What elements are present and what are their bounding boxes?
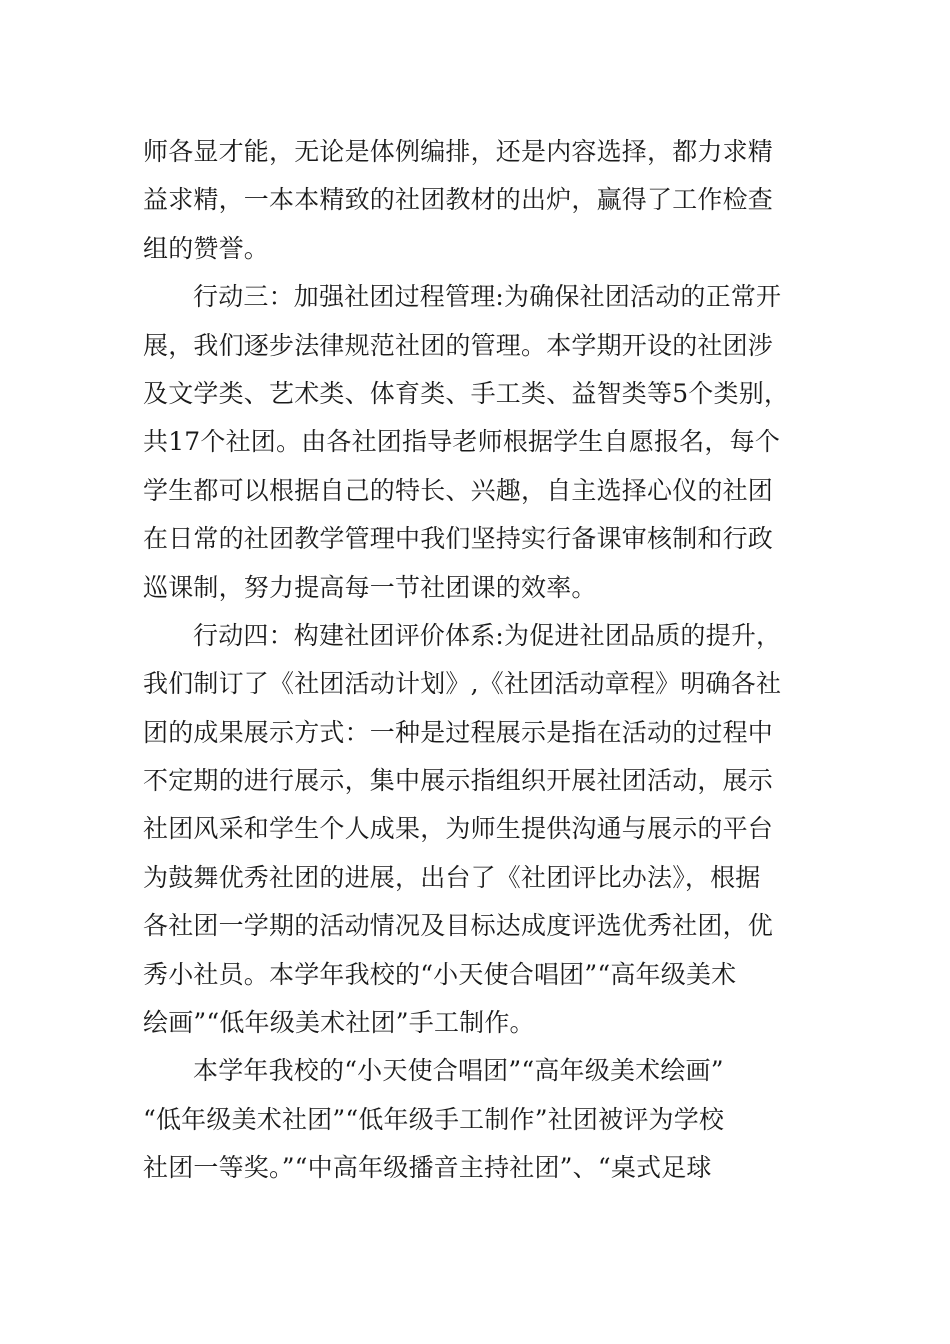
text-line-1: 师各显才能，无论是体例编排，还是内容选择，都力求精	[143, 137, 774, 166]
text-line-2: 益求精，一本本精致的社团教材的出炉，赢得了工作检查	[143, 185, 774, 215]
text-line-16: 为鼓舞优秀社团的进展，出台了《社团评比办法》，根据	[143, 862, 761, 892]
body-text	[143, 128, 808, 1193]
text-line-21: “低年级美术社团”“低年级手工制作”社团被评为学校	[143, 1104, 725, 1134]
text-line-9: 在日常的社团教学管理中我们坚持实行备课审核制和行政	[143, 524, 774, 554]
text-line-5: 展，我们逐步法律规范社团的管理。本学期开设的社团涉	[143, 330, 774, 360]
text-line-11: 行动四：构建社团评价体系:为促进社团品质的提升，	[193, 620, 782, 650]
text-line-20: 本学年我校的“小天使合唱团”“高年级美术绘画”	[193, 1056, 724, 1086]
text-line-15: 社团风采和学生个人成果，为师生提供沟通与展示的平台	[143, 814, 774, 844]
text-line-12: 我们制订了《社团活动计划》,《社团活动章程》明确各社	[143, 669, 782, 699]
text-line-6: 及文学类、艺术类、体育类、手工类、益智类等5个类别，	[143, 378, 790, 408]
text-line-13: 团的成果展示方式：一种是过程展示是指在活动的过程中	[143, 717, 774, 747]
text-line-4: 行动三：加强社团过程管理:为确保社团活动的正常开	[193, 282, 782, 312]
text-line-7: 共17个社团。由各社团指导老师根据学生自愿报名，每个	[143, 427, 781, 457]
text-line-10: 巡课制，努力提高每一节社团课的效率。	[143, 572, 597, 602]
text-line-17: 各社团一学期的活动情况及目标达成度评选优秀社团，优	[143, 911, 774, 941]
text-line-18: 秀小社员。本学年我校的“小天使合唱团”“高年级美术	[143, 959, 737, 989]
text-line-22: 社团一等奖。”“中高年级播音主持社团”、“桌式足球	[143, 1153, 712, 1183]
text-line-19: 绘画”“低年级美术社团”手工制作。	[143, 1008, 535, 1038]
text-line-14: 不定期的进行展示，集中展示指组织开展社团活动，展示	[143, 766, 774, 796]
text-line-3: 组的赞誉。	[143, 233, 270, 263]
text-line-8: 学生都可以根据自己的特长、兴趣，自主选择心仪的社团	[143, 475, 774, 505]
